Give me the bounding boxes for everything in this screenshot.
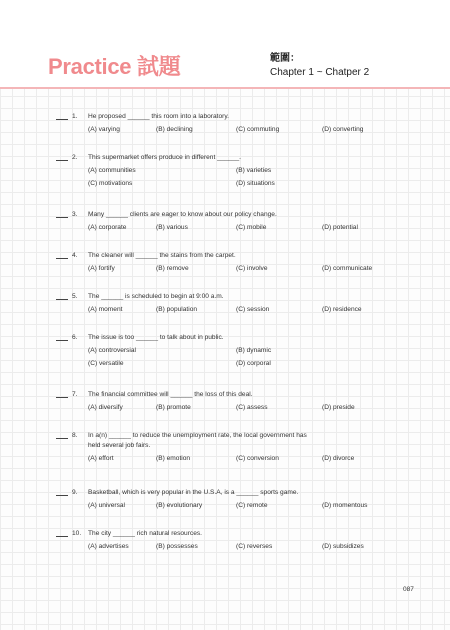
question-text-continued: held several job fairs. (88, 442, 151, 449)
answer-option: (D) converting (322, 126, 364, 133)
answer-option: (D) situations (236, 180, 275, 187)
answer-blank[interactable] (56, 495, 68, 496)
page-number: 087 (403, 586, 414, 593)
question-number: 6. (72, 334, 78, 341)
options-row (88, 124, 448, 135)
options-row (88, 541, 448, 552)
question-text: Basketball, which is very popular in the U.S.A, is a ______ sports game. (88, 489, 299, 496)
answer-option: (B) population (156, 306, 198, 313)
options-row (88, 345, 448, 356)
answer-option: (B) dynamic (236, 347, 272, 354)
question-item (56, 210, 416, 233)
question-item (56, 292, 416, 315)
question-stem (56, 153, 416, 163)
answer-option: (D) potential (322, 224, 358, 231)
answer-option: (C) mobile (236, 224, 267, 231)
answer-option: (C) reverses (236, 543, 273, 550)
answer-option: (B) emotion (156, 455, 191, 462)
question-text: In a(n) ______ to reduce the unemployment rate, the local government has (88, 432, 307, 439)
answer-option: (C) session (236, 306, 270, 313)
question-item (56, 431, 416, 464)
range-label: 範圍： (270, 53, 300, 64)
options-row (88, 304, 448, 315)
options-row (88, 178, 448, 189)
question-stem (56, 333, 416, 343)
question-stem (56, 488, 416, 498)
answer-option: (B) possesses (156, 543, 198, 550)
question-number: 8. (72, 432, 78, 439)
answer-option: (B) various (156, 224, 188, 231)
answer-option: (B) remove (156, 265, 189, 272)
answer-option: (A) varying (88, 126, 120, 133)
question-text: The city ______ rich natural resources. (88, 530, 202, 537)
answer-option: (C) versatile (88, 360, 124, 367)
answer-blank[interactable] (56, 299, 68, 300)
question-text: The cleaner will ______ the stains from the carpet. (88, 252, 236, 259)
options-row (88, 402, 448, 413)
answer-option: (D) subsidizes (322, 543, 364, 550)
answer-option: (A) diversify (88, 404, 123, 411)
answer-option: (B) declining (156, 126, 193, 133)
question-stem (56, 112, 416, 122)
options-row (88, 453, 448, 464)
answer-blank[interactable] (56, 217, 68, 218)
chapter-range (270, 52, 369, 80)
question-item (56, 390, 416, 413)
answer-blank[interactable] (56, 258, 68, 259)
question-stem (56, 390, 416, 400)
options-row (88, 500, 448, 511)
question-number: 4. (72, 252, 78, 259)
question-text: The financial committee will ______ the loss of this deal. (88, 391, 253, 398)
question-number: 7. (72, 391, 78, 398)
question-stem (56, 251, 416, 261)
answer-blank[interactable] (56, 536, 68, 537)
options-row (88, 165, 448, 176)
range-value: Chapter 1 ~ Chatper 2 (270, 67, 370, 78)
question-number: 10. (72, 530, 82, 537)
answer-blank[interactable] (56, 340, 68, 341)
answer-option: (D) divorce (322, 455, 355, 462)
question-item (56, 333, 416, 369)
answer-option: (C) involve (236, 265, 268, 272)
options-row (88, 263, 448, 274)
answer-option: (D) momentous (322, 502, 368, 509)
answer-option: (A) advertises (88, 543, 129, 550)
answer-blank[interactable] (56, 119, 68, 120)
question-item (56, 251, 416, 274)
question-stem (56, 292, 416, 302)
page-header (0, 0, 450, 88)
options-row (88, 222, 448, 233)
answer-option: (A) communities (88, 167, 136, 174)
question-item (56, 153, 416, 189)
answer-option: (D) communicate (322, 265, 373, 272)
answer-option: (C) commuting (236, 126, 280, 133)
question-text: This supermarket offers produce in different ______. (88, 154, 241, 161)
answer-option: (C) conversion (236, 455, 279, 462)
question-text: He proposed ______ this room into a laboratory. (88, 113, 229, 120)
answer-option: (C) remote (236, 502, 268, 509)
question-stem (56, 431, 416, 441)
question-item (56, 529, 416, 552)
question-text: The ______ is scheduled to begin at 9:00 a.m. (88, 293, 224, 300)
question-text: The issue is too ______ to talk about in public. (88, 334, 224, 341)
question-number: 5. (72, 293, 78, 300)
page-title: Practice 試題 (48, 54, 181, 79)
answer-blank[interactable] (56, 438, 68, 439)
question-text: Many ______ clients are eager to know about our policy change. (88, 211, 277, 218)
answer-option: (A) controversial (88, 347, 137, 354)
question-item (56, 488, 416, 511)
question-item (56, 112, 416, 135)
answer-option: (A) universal (88, 502, 126, 509)
question-number: 3. (72, 211, 78, 218)
header-divider (0, 87, 450, 89)
question-number: 1. (72, 113, 78, 120)
question-number: 2. (72, 154, 78, 161)
answer-option: (B) varieties (236, 167, 272, 174)
answer-option: (D) preside (322, 404, 355, 411)
answer-option: (B) evolutionary (156, 502, 203, 509)
question-number: 9. (72, 489, 78, 496)
answer-option: (A) corporate (88, 224, 127, 231)
answer-option: (C) assess (236, 404, 268, 411)
answer-option: (A) effort (88, 455, 114, 462)
answer-option: (C) motivations (88, 180, 133, 187)
question-stem (56, 529, 416, 539)
answer-blank[interactable] (56, 160, 68, 161)
answer-option: (D) residence (322, 306, 362, 313)
question-stem (56, 210, 416, 220)
answer-option: (A) moment (88, 306, 123, 313)
options-row (88, 358, 448, 369)
answer-option: (B) promote (156, 404, 191, 411)
answer-option: (A) fortify (88, 265, 115, 272)
answer-blank[interactable] (56, 397, 68, 398)
answer-option: (D) corporal (236, 360, 271, 367)
